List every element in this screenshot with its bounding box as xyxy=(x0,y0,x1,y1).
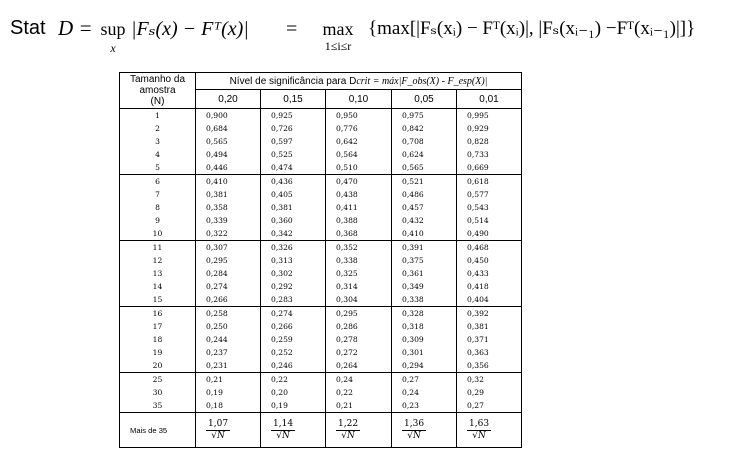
formula-expression-1: |Fₛ(x) − Fᵀ(x)| xyxy=(131,18,249,40)
sample-size-cell: 7 xyxy=(120,188,196,201)
critical-value-cell: 0,438 xyxy=(326,188,392,201)
critical-value-cell: 0,565 xyxy=(196,135,261,148)
sample-size-cell: 11 xyxy=(120,241,196,255)
fraction-denominator: √N xyxy=(211,430,225,441)
sample-size-cell: 14 xyxy=(120,280,196,293)
critical-value-cell: 0,339 xyxy=(196,214,261,227)
table-row xyxy=(120,293,522,307)
stat-label: Stat xyxy=(10,17,46,39)
sample-size-cell: 16 xyxy=(120,307,196,321)
critical-value-cell: 0,29 xyxy=(457,386,522,399)
sample-size-cell: 15 xyxy=(120,293,196,307)
critical-value-cell: 0,457 xyxy=(392,201,457,214)
critical-value-cell: 0,283 xyxy=(261,293,326,307)
critical-value-cell: 0,302 xyxy=(261,267,326,280)
critical-value-cell: 0,304 xyxy=(326,293,392,307)
critical-value-cell: 0,381 xyxy=(457,320,522,333)
table-row xyxy=(120,254,522,267)
sample-size-cell: 10 xyxy=(120,227,196,241)
large-sample-formula-cell xyxy=(457,413,522,448)
critical-value-cell: 0,22 xyxy=(261,373,326,387)
fraction-denominator: √N xyxy=(276,430,290,441)
critical-value-cell: 0,20 xyxy=(261,386,326,399)
critical-value-cell: 0,231 xyxy=(196,359,261,373)
critical-value-cell: 0,326 xyxy=(261,241,326,255)
critical-value-cell: 0,363 xyxy=(457,346,522,359)
large-sample-label: Mais de 35 xyxy=(120,413,196,448)
critical-value-cell: 0,995 xyxy=(457,109,522,123)
table-row xyxy=(120,359,522,373)
critical-value-cell: 0,266 xyxy=(261,320,326,333)
critical-value-cell: 0,292 xyxy=(261,280,326,293)
large-sample-formula-cell xyxy=(196,413,261,448)
critical-value-cell: 0,307 xyxy=(196,241,261,255)
critical-value-cell: 0,381 xyxy=(196,188,261,201)
table-row xyxy=(120,135,522,148)
fraction-numerator: 1,36 xyxy=(404,418,425,429)
table-row xyxy=(120,175,522,189)
alpha-header: 0,15 xyxy=(261,90,326,109)
critical-value-cell: 0,577 xyxy=(457,188,522,201)
critical-value-cell: 0,375 xyxy=(392,254,457,267)
max-operator-symbol: max xyxy=(322,19,354,39)
critical-value-cell: 0,19 xyxy=(261,399,326,413)
critical-value-cell: 0,391 xyxy=(392,241,457,255)
critical-value-cell: 0,295 xyxy=(326,307,392,321)
fraction-numerator: 1,14 xyxy=(273,418,294,429)
critical-value-cell: 0,669 xyxy=(457,161,522,175)
critical-value-cell: 0,286 xyxy=(326,320,392,333)
critical-value-cell: 0,642 xyxy=(326,135,392,148)
critical-value-cell: 0,726 xyxy=(261,122,326,135)
critical-value-cell: 0,274 xyxy=(196,280,261,293)
sample-size-cell: 30 xyxy=(120,386,196,399)
critical-value-cell: 0,925 xyxy=(261,109,326,123)
fraction-numerator: 1,07 xyxy=(208,418,229,429)
critical-value-cell: 0,22 xyxy=(326,386,392,399)
critical-value-cell: 0,929 xyxy=(457,122,522,135)
critical-value-cell: 0,494 xyxy=(196,148,261,161)
ks-statistic-formula xyxy=(10,14,740,58)
critical-value-cell: 0,295 xyxy=(196,254,261,267)
fraction xyxy=(336,419,360,442)
table-row xyxy=(120,227,522,241)
critical-value-cell: 0,18 xyxy=(196,399,261,413)
sample-size-cell: 2 xyxy=(120,122,196,135)
large-sample-formula-cell xyxy=(392,413,457,448)
critical-value-cell: 0,32 xyxy=(457,373,522,387)
critical-value-cell: 0,410 xyxy=(196,175,261,189)
sample-size-cell: 3 xyxy=(120,135,196,148)
critical-value-cell: 0,564 xyxy=(326,148,392,161)
sup-operator-subscript: x xyxy=(110,41,116,55)
critical-value-cell: 0,322 xyxy=(196,227,261,241)
critical-value-cell: 0,342 xyxy=(261,227,326,241)
sample-size-cell: 17 xyxy=(120,320,196,333)
critical-value-cell: 0,446 xyxy=(196,161,261,175)
critical-value-cell: 0,244 xyxy=(196,333,261,346)
table-row xyxy=(120,373,522,387)
critical-value-cell: 0,388 xyxy=(326,214,392,227)
header-significance xyxy=(196,73,522,90)
critical-value-cell: 0,27 xyxy=(392,373,457,387)
critical-value-cell: 0,565 xyxy=(392,161,457,175)
max-operator xyxy=(312,20,364,52)
critical-value-cell: 0,543 xyxy=(457,201,522,214)
critical-value-cell: 0,776 xyxy=(326,122,392,135)
critical-value-cell: 0,436 xyxy=(261,175,326,189)
critical-value-cell: 0,708 xyxy=(392,135,457,148)
critical-value-cell: 0,404 xyxy=(457,293,522,307)
critical-value-cell: 0,278 xyxy=(326,333,392,346)
critical-value-cell: 0,284 xyxy=(196,267,261,280)
header-significance-text: Nível de significância para D xyxy=(229,75,357,87)
critical-value-cell: 0,900 xyxy=(196,109,261,123)
table-row xyxy=(120,346,522,359)
critical-value-cell: 0,468 xyxy=(457,241,522,255)
header-sample-size-line2: amostra xyxy=(139,85,176,96)
critical-value-cell: 0,392 xyxy=(457,307,522,321)
critical-value-cell: 0,294 xyxy=(392,359,457,373)
critical-value-cell: 0,490 xyxy=(457,227,522,241)
sample-size-cell: 5 xyxy=(120,161,196,175)
critical-value-cell: 0,19 xyxy=(196,386,261,399)
critical-value-cell: 0,328 xyxy=(392,307,457,321)
critical-value-cell: 0,314 xyxy=(326,280,392,293)
fraction-denominator: √N xyxy=(472,430,486,441)
critical-value-cell: 0,266 xyxy=(196,293,261,307)
critical-value-cell: 0,258 xyxy=(196,307,261,321)
critical-value-cell: 0,733 xyxy=(457,148,522,161)
table-row xyxy=(120,307,522,321)
alpha-header: 0,05 xyxy=(392,90,457,109)
header-significance-formula: crit = máx|F_obs(X) - F_esp(X)| xyxy=(356,75,488,87)
sample-size-cell: 35 xyxy=(120,399,196,413)
critical-value-cell: 0,264 xyxy=(326,359,392,373)
critical-value-cell: 0,411 xyxy=(326,201,392,214)
table-row xyxy=(120,280,522,293)
critical-value-cell: 0,237 xyxy=(196,346,261,359)
table-row xyxy=(120,267,522,280)
critical-value-cell: 0,313 xyxy=(261,254,326,267)
header-sample-size xyxy=(120,73,196,109)
table-row xyxy=(120,201,522,214)
sample-size-cell: 13 xyxy=(120,267,196,280)
table-row xyxy=(120,188,522,201)
critical-value-cell: 0,371 xyxy=(457,333,522,346)
fraction-numerator: 1,63 xyxy=(469,418,490,429)
critical-value-cell: 0,352 xyxy=(326,241,392,255)
alpha-header: 0,01 xyxy=(457,90,522,109)
sample-size-cell: 12 xyxy=(120,254,196,267)
critical-value-cell: 0,349 xyxy=(392,280,457,293)
critical-value-cell: 0,360 xyxy=(261,214,326,227)
table-body xyxy=(120,109,522,448)
sample-size-cell: 19 xyxy=(120,346,196,359)
critical-value-cell: 0,842 xyxy=(392,122,457,135)
critical-value-cell: 0,309 xyxy=(392,333,457,346)
critical-value-cell: 0,250 xyxy=(196,320,261,333)
sample-size-cell: 1 xyxy=(120,109,196,123)
critical-value-cell: 0,368 xyxy=(326,227,392,241)
sample-size-cell: 8 xyxy=(120,201,196,214)
critical-value-cell: 0,433 xyxy=(457,267,522,280)
table-row xyxy=(120,386,522,399)
sample-size-cell: 9 xyxy=(120,214,196,227)
critical-value-cell: 0,474 xyxy=(261,161,326,175)
critical-value-cell: 0,624 xyxy=(392,148,457,161)
critical-value-cell: 0,418 xyxy=(457,280,522,293)
large-sample-row xyxy=(120,413,522,448)
fraction xyxy=(206,419,230,442)
critical-value-cell: 0,525 xyxy=(261,148,326,161)
sample-size-cell: 20 xyxy=(120,359,196,373)
sample-size-cell: 6 xyxy=(120,175,196,189)
sup-operator-symbol: sup xyxy=(100,19,126,39)
table-row xyxy=(120,241,522,255)
critical-value-cell: 0,828 xyxy=(457,135,522,148)
critical-value-cell: 0,597 xyxy=(261,135,326,148)
critical-value-cell: 0,338 xyxy=(392,293,457,307)
critical-value-cell: 0,975 xyxy=(392,109,457,123)
fraction-denominator: √N xyxy=(407,430,421,441)
fraction xyxy=(467,419,491,442)
large-sample-formula-cell xyxy=(261,413,326,448)
critical-value-cell: 0,405 xyxy=(261,188,326,201)
critical-value-cell: 0,450 xyxy=(457,254,522,267)
critical-value-cell: 0,470 xyxy=(326,175,392,189)
header-sample-size-line3: (N) xyxy=(150,96,165,107)
table-row xyxy=(120,399,522,413)
sample-size-cell: 25 xyxy=(120,373,196,387)
critical-value-cell: 0,486 xyxy=(392,188,457,201)
critical-value-cell: 0,24 xyxy=(392,386,457,399)
table-row xyxy=(120,320,522,333)
table-row xyxy=(120,333,522,346)
table-row xyxy=(120,161,522,175)
critical-value-cell: 0,27 xyxy=(457,399,522,413)
formula-lhs: D = xyxy=(58,16,93,40)
alpha-header: 0,10 xyxy=(326,90,392,109)
ks-critical-values-table xyxy=(119,72,522,448)
fraction-numerator: 1,22 xyxy=(338,418,359,429)
large-sample-formula-cell xyxy=(326,413,392,448)
critical-value-cell: 0,23 xyxy=(392,399,457,413)
critical-value-cell: 0,338 xyxy=(326,254,392,267)
critical-value-cell: 0,259 xyxy=(261,333,326,346)
critical-value-cell: 0,410 xyxy=(392,227,457,241)
critical-value-cell: 0,246 xyxy=(261,359,326,373)
fraction xyxy=(402,419,426,442)
critical-value-cell: 0,272 xyxy=(326,346,392,359)
critical-value-cell: 0,274 xyxy=(261,307,326,321)
critical-value-cell: 0,521 xyxy=(392,175,457,189)
critical-value-cell: 0,21 xyxy=(196,373,261,387)
critical-value-cell: 0,684 xyxy=(196,122,261,135)
critical-value-cell: 0,381 xyxy=(261,201,326,214)
table-row xyxy=(120,122,522,135)
critical-value-cell: 0,358 xyxy=(196,201,261,214)
sup-operator xyxy=(96,20,130,54)
critical-value-cell: 0,252 xyxy=(261,346,326,359)
critical-value-cell: 0,325 xyxy=(326,267,392,280)
fraction xyxy=(271,419,295,442)
sample-size-cell: 18 xyxy=(120,333,196,346)
table-row xyxy=(120,214,522,227)
critical-value-cell: 0,432 xyxy=(392,214,457,227)
critical-value-cell: 0,510 xyxy=(326,161,392,175)
critical-value-cell: 0,514 xyxy=(457,214,522,227)
alpha-header: 0,20 xyxy=(196,90,261,109)
sample-size-cell: 4 xyxy=(120,148,196,161)
formula-expression-2: {max[|Fₛ(xᵢ) − Fᵀ(xᵢ)|, |Fₛ(xᵢ₋₁) −Fᵀ(xᵢ₋₁)|]} xyxy=(368,18,696,39)
table-row xyxy=(120,109,522,123)
critical-value-cell: 0,361 xyxy=(392,267,457,280)
critical-value-cell: 0,24 xyxy=(326,373,392,387)
table-row xyxy=(120,148,522,161)
critical-value-cell: 0,950 xyxy=(326,109,392,123)
fraction-denominator: √N xyxy=(341,430,355,441)
max-operator-subscript: 1≤i≤r xyxy=(324,39,352,53)
critical-value-cell: 0,301 xyxy=(392,346,457,359)
critical-value-cell: 0,318 xyxy=(392,320,457,333)
critical-value-cell: 0,618 xyxy=(457,175,522,189)
critical-value-cell: 0,21 xyxy=(326,399,392,413)
critical-value-cell: 0,356 xyxy=(457,359,522,373)
formula-equals: = xyxy=(286,18,298,40)
header-sample-size-line1: Tamanho da xyxy=(129,74,186,85)
